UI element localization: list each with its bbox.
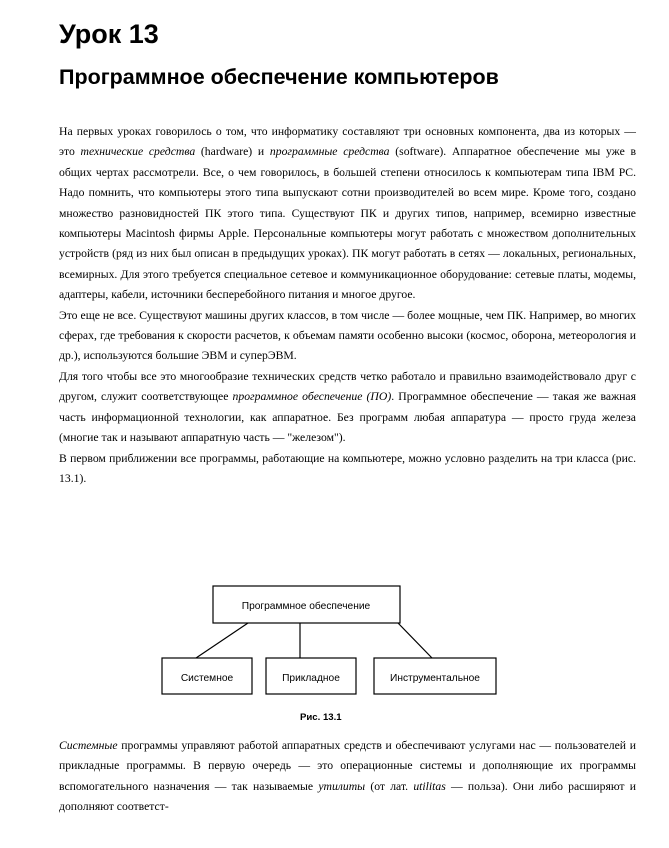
- p4-text: В первом приближении все программы, работающие на компьютере, можно условно разделить на три класса (рис. 13.1).: [59, 451, 636, 485]
- p1-text-b: (hardware) и: [195, 145, 270, 159]
- connector-right: [398, 623, 432, 658]
- paragraph-5: [59, 736, 636, 818]
- body-text-bottom: [59, 736, 636, 818]
- p5-text-c: — польза). Они либо расширяют и дополняют соответст-: [59, 779, 636, 814]
- p3-text-b: . Программное обеспечение — такая же важная часть информационной технологии, как аппаратное. Без программ любая аппаратура — просто груда железа (многие так и называют аппаратную часть — "железом").: [59, 390, 636, 445]
- p1-hardware-term: технические средства: [80, 145, 196, 159]
- p5-text-b: (от лат.: [365, 779, 414, 793]
- p1-software-term: программные средства: [269, 145, 390, 159]
- paragraph-2: [59, 306, 636, 367]
- chapter-title: Программное обеспечение компьютеров: [59, 65, 499, 89]
- body-text-top: [59, 122, 636, 489]
- p5-utilities-term: утилиты: [318, 779, 366, 793]
- lesson-title: Урок 13: [59, 19, 159, 49]
- software-classes-diagram: [150, 585, 520, 708]
- paragraph-1: [59, 122, 636, 306]
- paragraph-4: [59, 449, 636, 490]
- root-label: Программное обеспечение: [241, 601, 371, 612]
- figure-caption: Рис. 13.1: [300, 712, 342, 723]
- p3-text-a: Для того чтобы все это многообразие технических средств четко работало и правильно взаимодействовало друг с другом, служит соответствующее: [59, 369, 636, 404]
- p2-text: Это еще не все. Существуют машины других классов, в том числе — более мощные, чем ПК. Например, во многих сферах, где требования к скорости расчетов, к объемам памяти особенно высоки (космос, оборона, метеорология и др.), используются большие ЭВМ и суперЭВМ.: [59, 308, 636, 363]
- paragraph-3: [59, 367, 636, 449]
- p3-po-term: программное обеспечение (ПО): [232, 390, 392, 404]
- p1-text-a: На первых уроках говорилось о том, что информатику составляют три основных компонента, два из которых — это: [59, 125, 636, 159]
- p1-text-c: (software). Аппаратное обеспечение мы уже в общих чертах рассмотрели. Все, о чем говорилось, в большей степени относилось к компьютерам типа IBM PC. Надо помнить, что компьютеры этого типа выпускают сотни производителей во всем мире. Кроме того, создано множество разновидностей ПК этого типа. Существуют ПК и других типов, например, всемирно известные компьютеры Macintosh фирмы Apple. Персональные компьютеры могут работать с множеством дополнительных устройств (ряд из них был описан в предыдущих уроках). ПК могут работать в сетях — локальных, региональных, всемирных. Для этого требуется специальное сетевое и коммуникационное оборудование: сетевые платы, модемы, адаптеры, кабели, источники бесперебойного питания и многое другое.: [59, 145, 637, 302]
- tools-label: Инструментальное: [390, 673, 480, 684]
- applied-label: Прикладное: [282, 673, 340, 684]
- p5-latin-term: utilitas: [413, 779, 446, 793]
- system-label: Системное: [180, 673, 234, 684]
- p5-system-term: Системные: [59, 739, 118, 752]
- p5-text-a: программы управляют работой аппаратных средств и обеспечивают услугами нас — пользователей и прикладные программы. В первую очередь — это операционные системы и дополняющие их программы вспомогательного назначения — так называемые: [59, 739, 636, 793]
- connector-left: [196, 623, 248, 658]
